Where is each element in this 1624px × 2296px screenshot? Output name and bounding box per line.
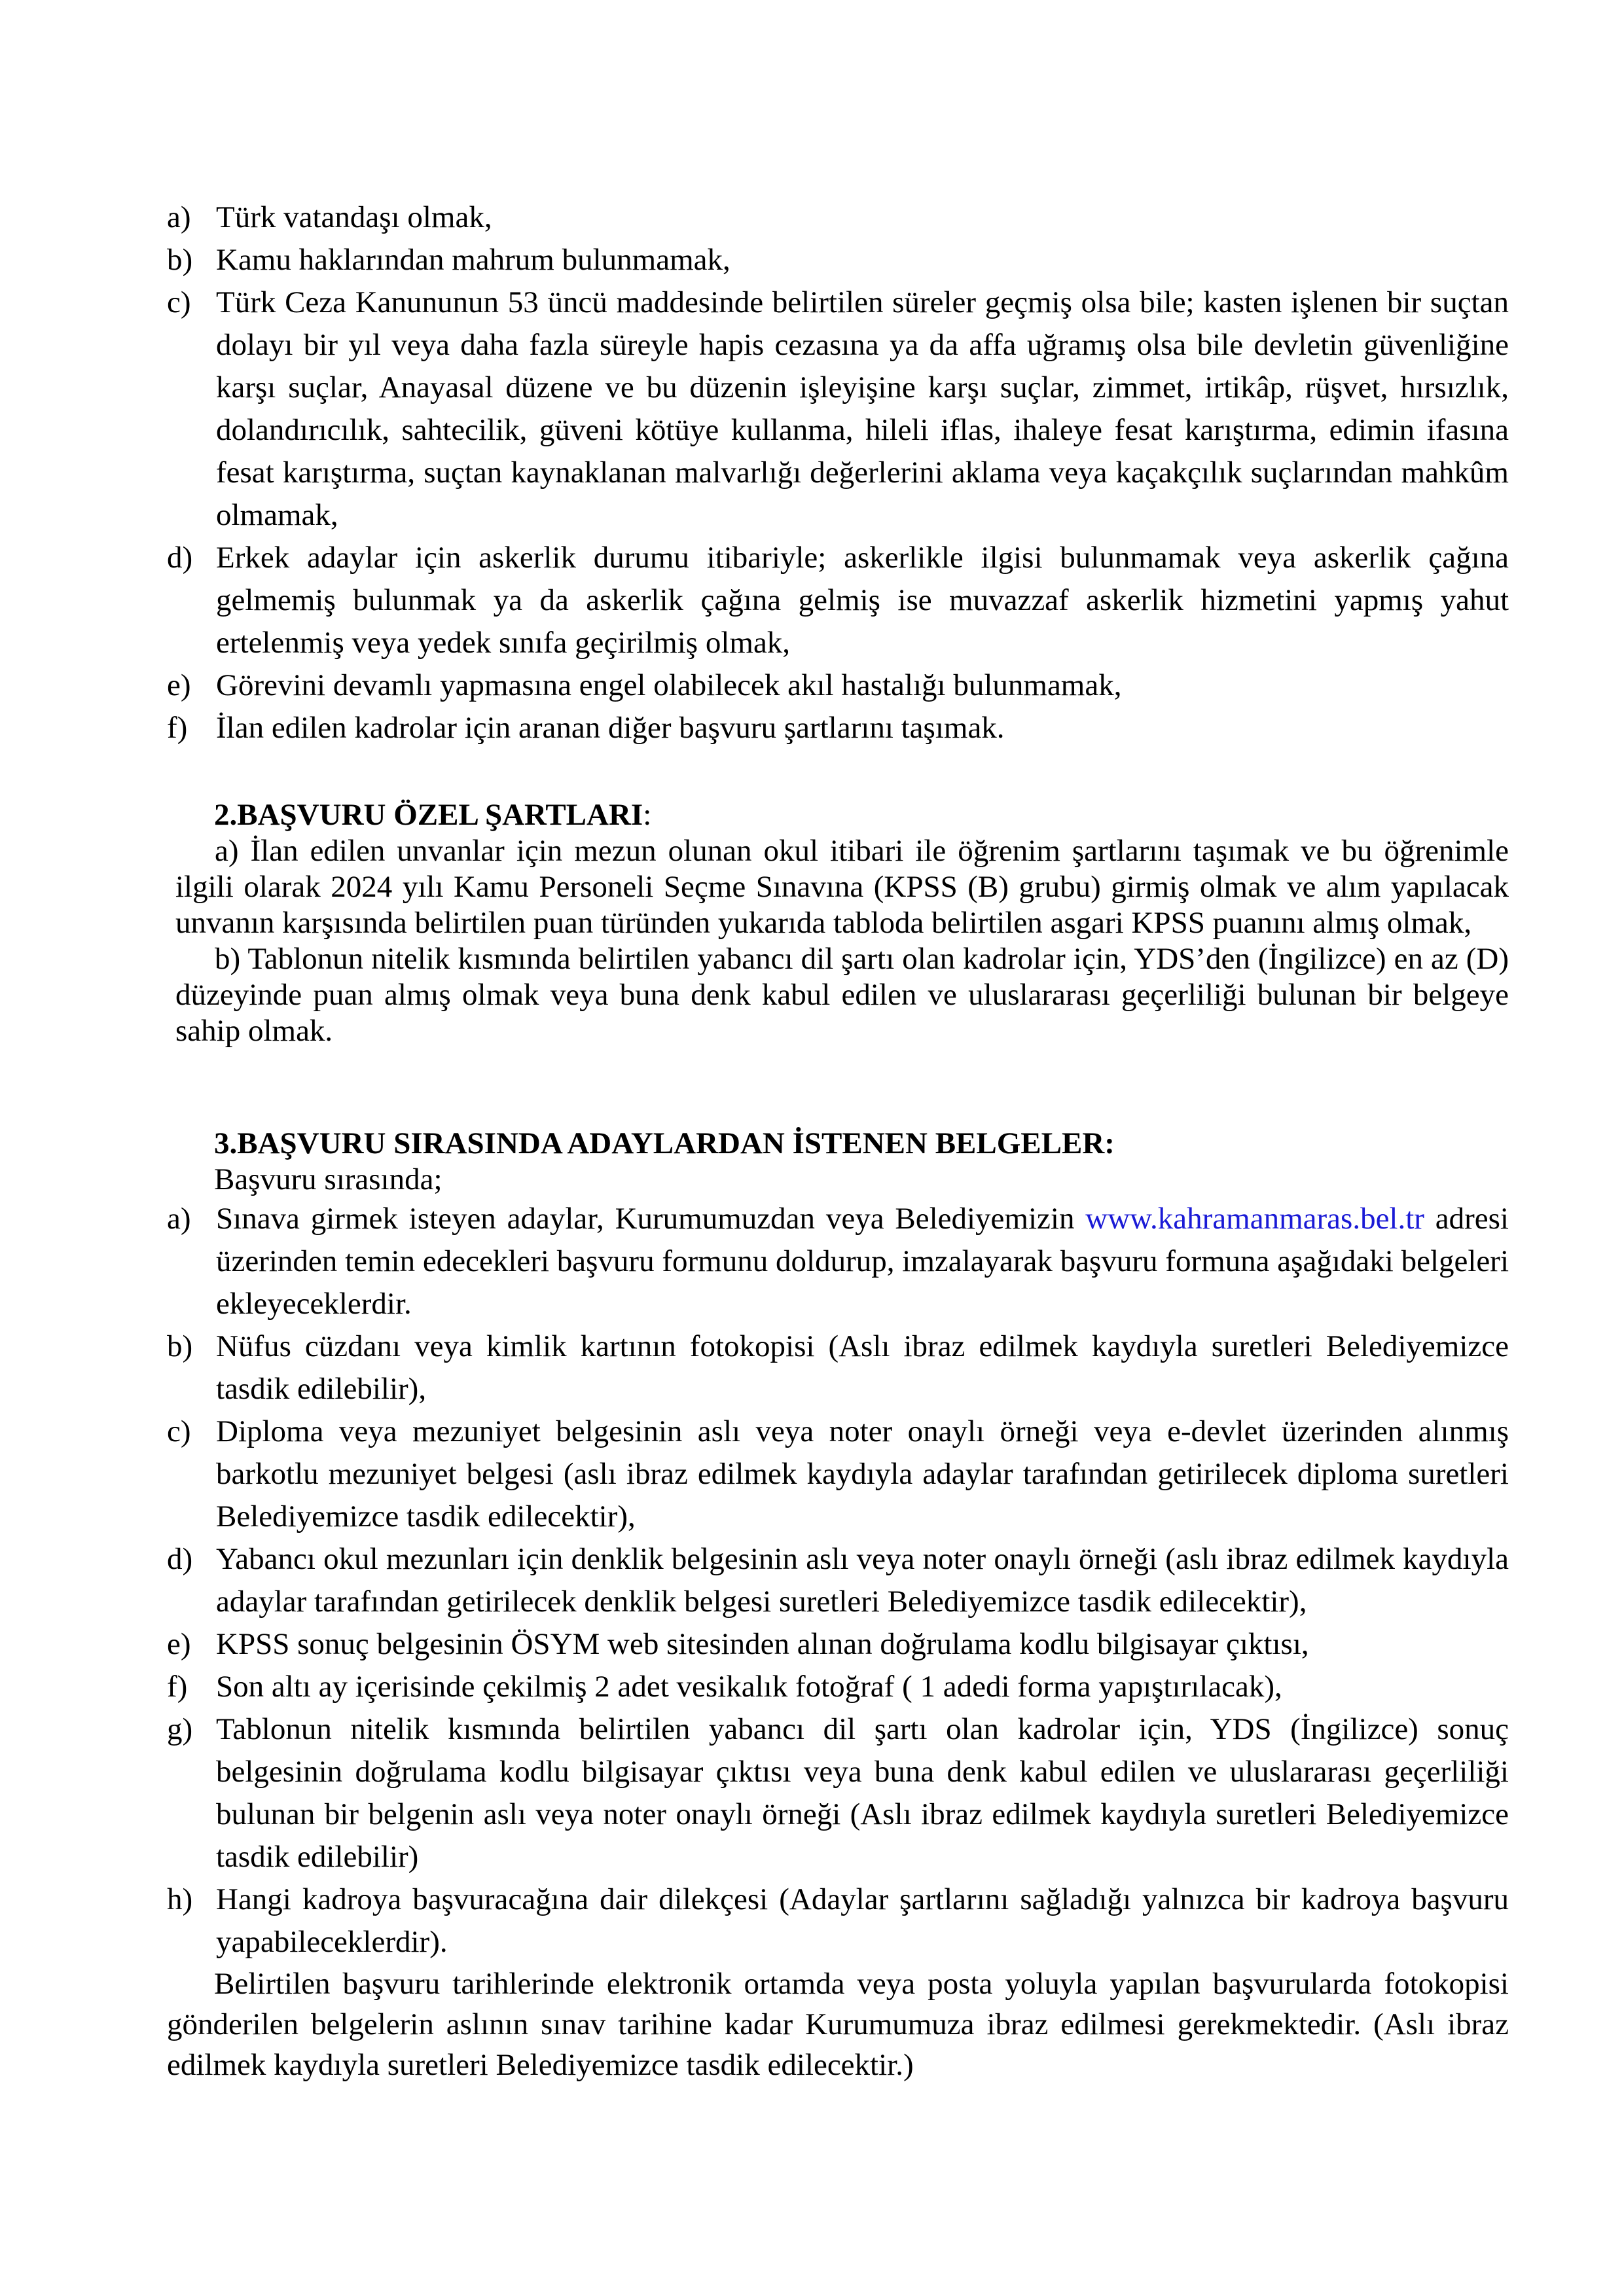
list-item [167, 1708, 1509, 1878]
list-item-text: Nüfus cüzdanı veya kimlik kartının fotokopisi (Aslı ibraz edilmek kaydıyla suretleri Belediyemizce tasdik edilebilir), [216, 1329, 1509, 1406]
municipality-website-link[interactable]: www.kahramanmaras.bel.tr [1085, 1202, 1424, 1236]
list-item [167, 196, 1509, 239]
list-marker: f) [167, 711, 188, 745]
list-item-text-before: Sınava girmek isteyen adaylar, Kurumumuzdan veya Belediyemizin [216, 1202, 1086, 1236]
list-item [167, 1198, 1509, 1325]
list-item [167, 1325, 1509, 1410]
required-documents-list [167, 1198, 1509, 1964]
list-item-text: Türk Ceza Kanununun 53 üncü maddesinde belirtilen süreler geçmiş olsa bile; kasten işlenen bir suçtan dolayı bir yıl veya daha fazla süreyle hapis cezasına ya da affa uğramış olsa bile devletin güvenliğine karşı suçlar, Anayasal düzene ve bu düzenin işleyişine karşı suçlar, zimmet, irtikâp, rüşvet, hırsızlık, dolandırıcılık, sahtecilik, güveni kötüye kullanma, hileli iflas, ihaleye fesat karıştırma, edimin ifasına fesat karıştırma, suçtan kaynaklanan malvarlığı değerlerini aklama veya kaçakçılık suçlarından mahkûm olmamak, [216, 285, 1509, 532]
list-marker: b) [167, 243, 193, 277]
section-2-body [175, 833, 1509, 1049]
list-marker: a) [167, 200, 191, 234]
list-marker: d) [167, 541, 193, 575]
list-item [167, 707, 1509, 749]
list-item [167, 281, 1509, 537]
paragraph: b) Tablonun nitelik kısmında belirtilen yabancı dil şartı olan kadrolar için, YDS’den (İngilizce) en az (D) düzeyinde puan almış olmak veya buna denk kabul edilen ve uluslararası geçerliliği bulunan bir belgeye sahip olmak. [175, 942, 1509, 1048]
list-marker: d) [167, 1542, 193, 1576]
list-marker: f) [167, 1670, 188, 1704]
list-item-text: Hangi kadroya başvuracağına dair dilekçesi (Adaylar şartlarını sağladığı yalnızca bir kadroya başvuru yapabileceklerdir). [216, 1882, 1509, 1959]
list-marker: h) [167, 1882, 193, 1916]
list-marker: a) [167, 1202, 191, 1236]
list-item [167, 239, 1509, 281]
list-marker: g) [167, 1712, 193, 1746]
closing-note [167, 1964, 1509, 2085]
section-3-heading: 3.BAŞVURU SIRASINDA ADAYLARDAN İSTENEN BELGELER: [214, 1126, 1115, 1160]
list-marker: e) [167, 668, 191, 702]
list-item [167, 1410, 1509, 1538]
list-item-text: Erkek adaylar için askerlik durumu itibariyle; askerlikle ilgisi bulunmamak veya askerlik çağına gelmemiş bulunmak ya da askerlik çağına gelmiş ise muvazzaf askerlik hizmetini yapmış yahut ertelenmiş veya yedek sınıfa geçirilmiş olmak, [216, 541, 1509, 660]
list-item-text: Türk vatandaşı olmak, [216, 200, 492, 234]
list-item [167, 537, 1509, 664]
list-item-text: Son altı ay içerisinde çekilmiş 2 adet vesikalık fotoğraf ( 1 adedi forma yapıştırılacak), [216, 1670, 1282, 1704]
list-marker: e) [167, 1627, 191, 1661]
list-item-text: Diploma veya mezuniyet belgesinin aslı veya noter onaylı örneği veya e-devlet üzerinden alınmış barkotlu mezuniyet belgesi (aslı ibraz edilmek kaydıyla adaylar tarafından getirilecek diploma suretleri Belediyemizce tasdik edilecektir), [216, 1414, 1509, 1534]
section-2-heading-colon: : [643, 798, 652, 832]
section-2-heading-text: 2.BAŞVURU ÖZEL ŞARTLARI [214, 798, 643, 832]
list-marker: b) [167, 1329, 193, 1363]
list-item-text: Yabancı okul mezunları için denklik belgesinin aslı veya noter onaylı örneği (aslı ibraz edilmek kaydıyla adaylar tarafından getirilecek denklik belgesi suretleri Belediyemizce tasdik edilecektir), [216, 1542, 1509, 1619]
general-requirements-list [167, 196, 1509, 749]
list-item [167, 664, 1509, 707]
list-item [167, 1666, 1509, 1708]
list-item-text: Tablonun nitelik kısmında belirtilen yabancı dil şartı olan kadrolar için, YDS (İngilizce) sonuç belgesinin doğrulama kodlu bilgisayar çıktısı veya buna denk kabul edilen ve uluslararası geçerliliği bulunan bir belgenin aslı veya noter onaylı örneği (Aslı ibraz edilmek kaydıyla suretleri Belediyemizce tasdik edilebilir) [216, 1712, 1509, 1874]
section-2-heading [214, 797, 651, 833]
section-3-intro: Başvuru sırasında; [214, 1162, 442, 1196]
closing-paragraph: Belirtilen başvuru tarihlerinde elektronik ortamda veya posta yoluyla yapılan başvurularda fotokopisi gönderilen belgelerin aslının sınav tarihine kadar Kurumumuza ibraz edilmesi gerekmektedir. (Aslı ibraz edilmek kaydıyla suretleri Belediyemizce tasdik edilecektir.) [167, 1967, 1509, 2082]
list-item-text: İlan edilen kadrolar için aranan diğer başvuru şartlarını taşımak. [216, 711, 1005, 745]
paragraph: a) İlan edilen unvanlar için mezun olunan okul itibari ile öğrenim şartlarını taşımak ve bu öğrenimle ilgili olarak 2024 yılı Kamu Personeli Seçme Sınavına (KPSS (B) grubu) girmiş olmak ve alım yapılacak unvanın karşısında belirtilen puan türünden yukarıda tabloda belirtilen asgari KPSS puanını almış olmak, [175, 834, 1509, 940]
list-item-text-after: adresi üzerinden temin edecekleri başvuru formunu doldurup, imzalayarak başvuru formuna aşağıdaki belgeleri ekleyeceklerdir. [216, 1202, 1509, 1321]
list-item-text: Görevini devamlı yapmasına engel olabilecek akıl hastalığı bulunmamak, [216, 668, 1122, 702]
list-item [167, 1878, 1509, 1964]
list-item-text: KPSS sonuç belgesinin ÖSYM web sitesinden alınan doğrulama kodlu bilgisayar çıktısı, [216, 1627, 1309, 1661]
list-item [167, 1623, 1509, 1666]
list-marker: c) [167, 1414, 191, 1448]
list-marker: c) [167, 285, 191, 319]
list-item-text: Kamu haklarından mahrum bulunmamak, [216, 243, 731, 277]
list-item [167, 1538, 1509, 1623]
